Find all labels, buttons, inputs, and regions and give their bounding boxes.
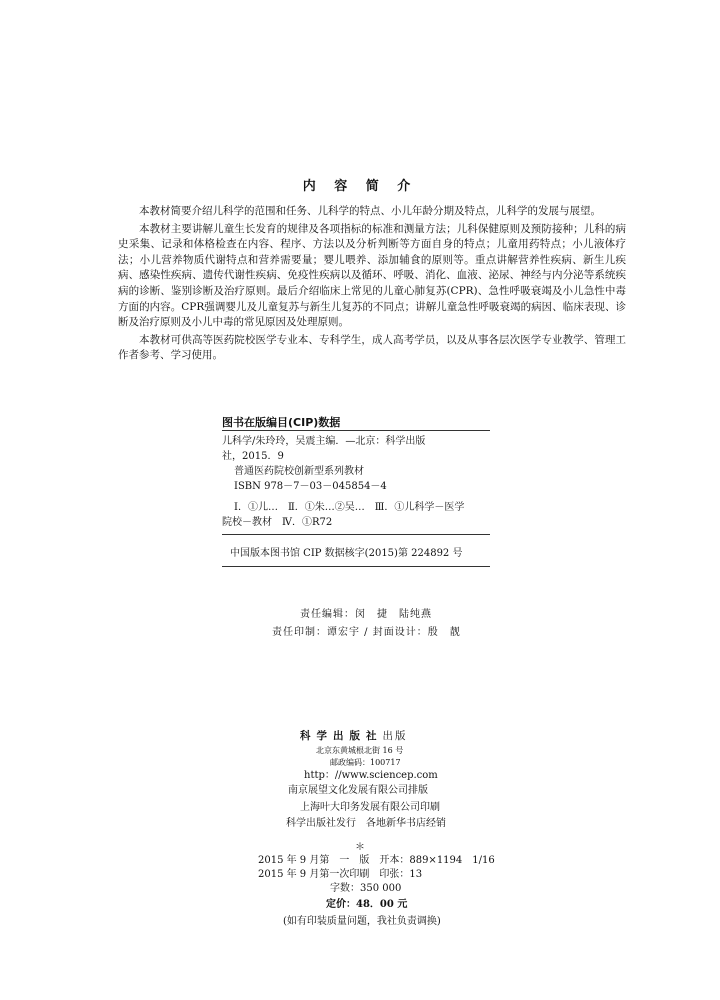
- quality-notice: (如有印装质量问题，我社负责调换): [283, 916, 441, 927]
- responsible-print-design: 责任印制：谭宏宇 / 封面设计：殷 靓: [272, 627, 461, 638]
- publisher-address: 北京东黄城根北街 16 号: [316, 746, 404, 755]
- cip-line-6: 院校－教材 Ⅳ．①R72: [222, 517, 333, 528]
- publisher-website: http：//www.sciencep.com: [304, 770, 438, 781]
- separator-star: ＊: [355, 842, 365, 853]
- publisher-postcode: 邮政编码：100717: [330, 758, 401, 767]
- cip-data-box: [222, 430, 490, 535]
- publisher-line: [300, 728, 408, 743]
- publisher-suffix: 出版: [382, 730, 408, 742]
- responsible-editors: 责任编辑：闵 捷 陆纯燕: [300, 609, 432, 620]
- cip-line-4: ISBN 978－7－03－045854－4: [234, 481, 387, 492]
- page-title: 内 容 简 介: [302, 179, 418, 194]
- intro-paragraph-2: 本教材主要讲解儿童生长发育的规律及各项指标的标准和测量方法；儿科保健原则及预防接种；儿科的病史采集、记录和体格检查在内容、程序、方法以及分析判断等方面自身的特点；儿童用药特点；小儿液体疗法；小儿营养物质代谢特点和营养需要量；婴儿喂养、添加辅食的原则等。重点讲解营养性疾病、新生儿疾病、感染性疾病、遗传代谢性疾病、免疫性疾病以及循环、呼吸、消化、血液、泌尿、神经与内分泌等系统疾病的诊断、鉴别诊断及治疗原则。最后介绍临床上常见的儿童心肺复苏(CPR)、急性呼吸衰竭及小儿急性中毒方面的内容。CPR强调婴儿及儿童复苏与新生儿复苏的不同点；讲解儿童急性呼吸衰竭的病因、临床表现、诊断及治疗原则及小儿中毒的常见原因及处理原则。: [118, 222, 626, 329]
- printing-line: 2015 年 9 月第一次印刷 印张：13: [258, 869, 423, 880]
- cip-line-1: 儿科学/朱玲玲，吴震主编．—北京：科学出版: [222, 436, 426, 447]
- typesetter-line: 南京展望文化发展有限公司排版: [288, 785, 428, 796]
- cip-bottom-rule: [222, 566, 490, 567]
- intro-paragraph-1: 本教材简要介绍儿科学的范围和任务、儿科学的特点、小儿年龄分期及特点，儿科学的发展与展望。: [139, 205, 601, 217]
- distribution-line: 科学出版社发行 各地新华书店经销: [286, 818, 446, 829]
- cip-footer: 中国版本图书馆 CIP 数据核字(2015)第 224892 号: [230, 548, 463, 559]
- edition-line: 2015 年 9 月第 一 版 开本：889×1194 1/16: [258, 855, 495, 866]
- printer-line: 上海叶大印务发展有限公司印刷: [300, 802, 440, 813]
- intro-text: [118, 204, 626, 366]
- publisher-name: 科学出版社: [300, 730, 383, 742]
- cip-heading: 图书在版编目(CIP)数据: [222, 416, 341, 429]
- word-count: 字数：350 000: [330, 883, 402, 894]
- cip-line-5: Ⅰ．①儿… Ⅱ．①朱…②吴… Ⅲ．①儿科学－医学: [234, 502, 465, 513]
- price: 定价：48．00 元: [326, 899, 408, 910]
- intro-paragraph-3: 本教材可供高等医药院校医学专业本、专科学生，成人高考学员，以及从事各层次医学专业教学、管理工作者参考、学习使用。: [118, 333, 626, 362]
- cip-line-2: 社，2015．9: [222, 451, 284, 462]
- cip-line-3: 普通医药院校创新型系列教材: [234, 466, 364, 477]
